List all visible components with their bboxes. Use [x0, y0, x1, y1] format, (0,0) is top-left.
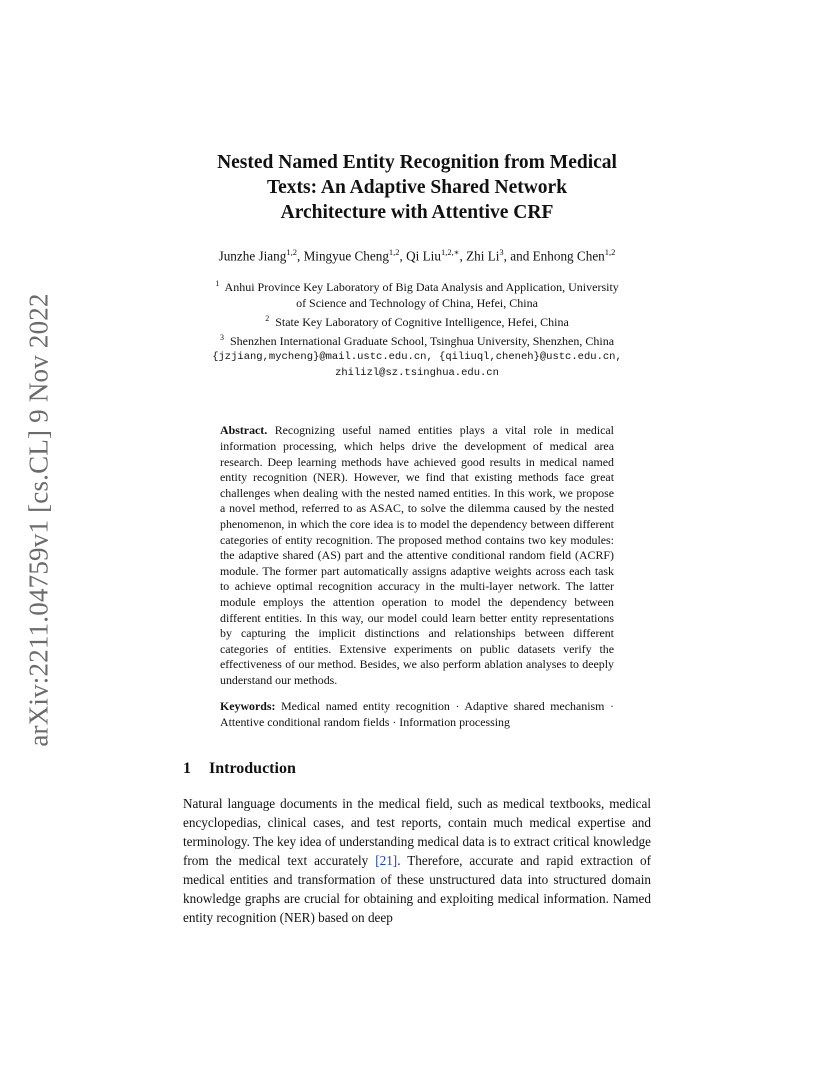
affiliation-block [183, 276, 651, 381]
intro-text: . Therefore, accurate and rapid extraction of medical entities and transformation of these unstructured data into structured domain knowledge graphs are crucial for obtaining and exploiting medical information. Named entity recognition (NER) based on deep [183, 852, 651, 925]
abstract-text: Recognizing useful named entities plays a vital role in medical information processing, which helps drive the development of medical area research. Deep learning methods have achieved good results in medical named entity recognition (NER). However, we find that existing methods face great challenges when dealing with the nested named entities. In this work, we propose a novel method, referred to as ASAC, to solve the dilemma caused by the nested phenomenon, in which the core idea is to model the dependency between different categories of entity recognition. The proposed method contains two key modules: the adaptive shared (AS) part and the attentive conditional random field (ACRF) module. The former part automatically assigns adaptive weights across each task to achieve optimal recognition accuracy in the multi-layer network. The latter module employs the attention operation to model the dependency between different entities. In this way, our model could learn better entity representations by capturing the implicit distinctions and relationships between different categories of entities. Extensive experiments on public datasets verify the effectiveness of our method. Besides, we also perform ablation analyses to deeply understand our methods. [220, 423, 614, 687]
affiliation-mark: 1 [215, 279, 220, 289]
keywords [220, 699, 614, 730]
abstract [220, 423, 614, 688]
intro-text: Natural language documents in the medical field, such as medical textbooks, medical encyclopedias, clinical cases, and test reports, contain much medical expertise and terminology. The key idea of understanding medical data is to extract critical knowledge from the medical text accurately [183, 795, 651, 868]
title-line: Architecture with Attentive CRF [280, 202, 554, 223]
affiliation-text: State Key Laboratory of Cognitive Intelligence, Hefei, China [275, 315, 569, 330]
affiliation-text: of Science and Technology of China, Hefei, China [296, 296, 538, 311]
title-line: Texts: An Adaptive Shared Network [266, 177, 568, 198]
author-name: Zhi Li [466, 248, 500, 264]
title-line: Nested Named Entity Recognition from Medical [217, 152, 617, 173]
citation-link[interactable]: [21] [375, 852, 398, 868]
email-line[interactable]: {jzjiang,mycheng}@mail.ustc.edu.cn, {qiliuql,cheneh}@ustc.edu.cn, [212, 351, 622, 364]
author-name: Enhong Chen [532, 248, 605, 264]
author-affiliation-mark: 3 [499, 247, 504, 257]
affiliation-line [183, 295, 651, 311]
author-name: Qi Liu [406, 248, 441, 264]
keywords-text: Medical named entity recognition · Adaptive shared mechanism · Attentive conditional random fields · Information processing [220, 699, 614, 730]
arxiv-identifier: arXiv:2211.04759v1 [cs.CL] 9 Nov 2022 [23, 293, 54, 747]
author-affiliation-mark: 1,2 [286, 247, 297, 257]
affiliation-mark: 2 [265, 314, 270, 324]
affiliation-line [183, 276, 651, 295]
author-name: Mingyue Cheng [303, 248, 389, 264]
section-number: 1 [183, 759, 191, 777]
author-list [183, 247, 651, 264]
affiliation-line [183, 311, 651, 330]
abstract-label: Abstract. [220, 423, 268, 438]
author-separator: , and [503, 248, 533, 264]
keywords-label: Keywords: [220, 699, 276, 714]
email-line[interactable]: zhilizl@sz.tsinghua.edu.cn [335, 367, 499, 380]
author-separator: , [296, 248, 304, 264]
introduction-paragraph [183, 794, 651, 927]
author-affiliation-mark: 1,2,∗ [440, 247, 460, 257]
affiliation-text: Anhui Province Key Laboratory of Big Data Analysis and Application, University [224, 280, 619, 295]
author-separator: , [399, 248, 407, 264]
author-separator: , [459, 248, 467, 264]
section-title: Introduction [209, 759, 296, 777]
author-name: Junzhe Jiang [218, 248, 287, 264]
affiliation-mark: 3 [219, 333, 224, 343]
author-affiliation-mark: 1,2 [388, 247, 400, 257]
author-affiliation-mark: 1,2 [604, 247, 616, 257]
paper-title [183, 150, 651, 225]
affiliation-line [183, 330, 651, 349]
section-heading [183, 760, 651, 778]
affiliation-text: Shenzhen International Graduate School, Tsinghua University, Shenzhen, China [229, 334, 615, 349]
paper-page [183, 150, 651, 927]
arxiv-sidebar [14, 280, 64, 760]
